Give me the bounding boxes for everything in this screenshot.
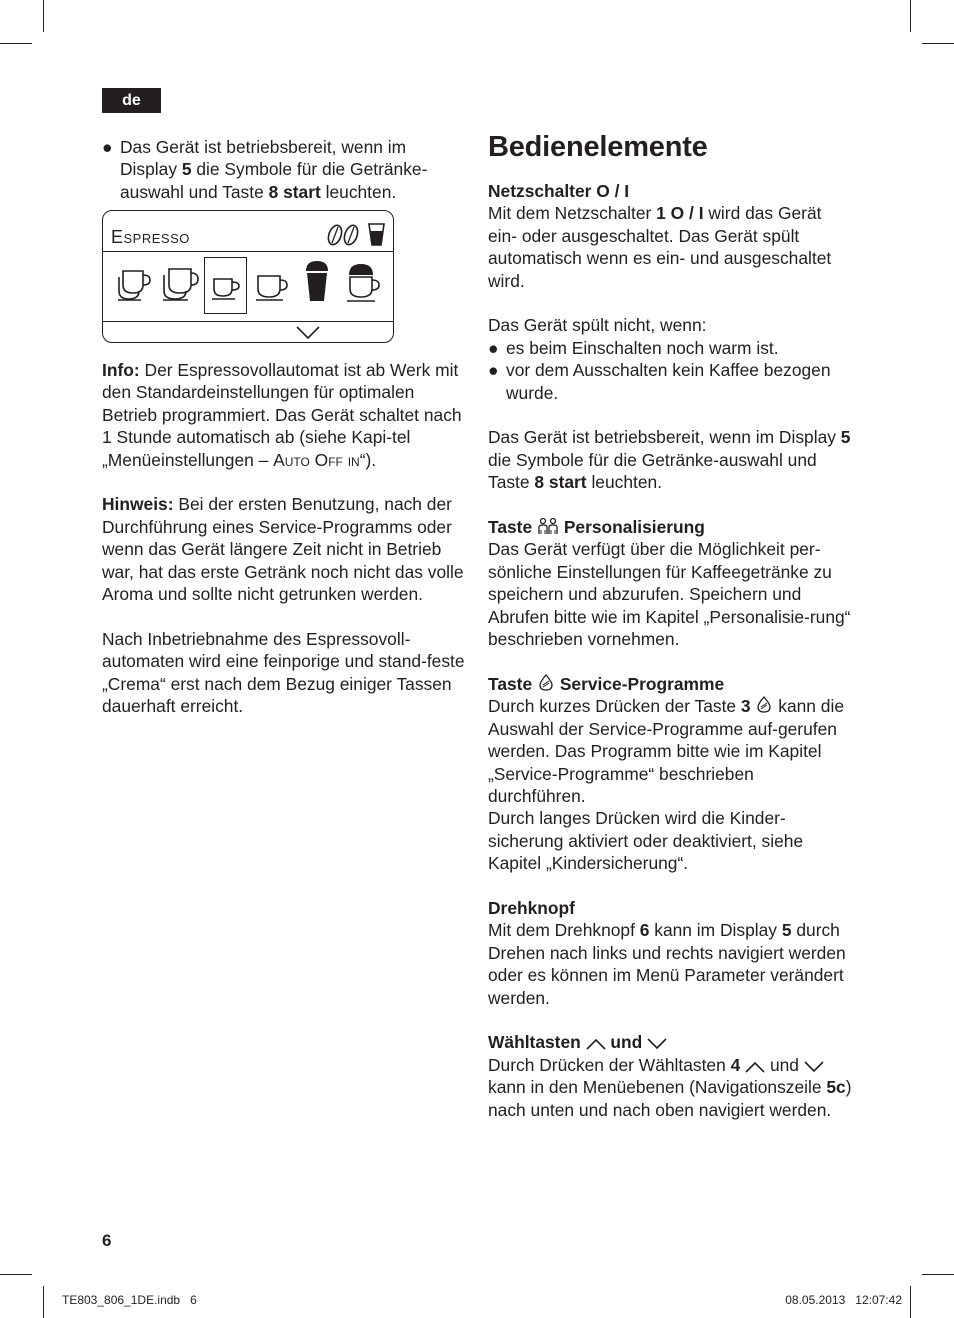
left-intro: [102, 136, 462, 203]
strength-beans-icon: [325, 221, 389, 249]
service-drop-icon: [537, 674, 555, 692]
info-paragraph: Info: Der Espressovollautomat ist ab Werk mit den Standardeinstellungen für optimalen Betrieb programmiert. Das Gerät schaltet nach 1 Stunde automatisch ab (siehe Kapi-tel „Menüeinstellungen – Auto Off in“).: [102, 360, 462, 470]
personalisierung-text: Das Gerät verfügt über die Möglichkeit per-sönliche Einstellungen für Kaffeegetränke zu speichern und abzurufen. Speichern und Abrufen bitte wie im Kapitel „Personalisie-rung“ beschrieben vornehmen.: [488, 539, 851, 650]
page-number: 6: [102, 1231, 112, 1250]
personalization-icon: [537, 517, 559, 535]
spuelt-bullet-2: ● vor dem Ausschalten kein Kaffee bezogen wurde.: [488, 360, 831, 403]
chevron-down-icon: [296, 326, 320, 340]
espresso-display-illustration: [102, 210, 394, 343]
cappuccino-icon: [345, 261, 385, 305]
display-nav-line: [103, 321, 393, 322]
double-espresso-icon: [117, 263, 153, 303]
coffee-cup-icon: [255, 271, 291, 305]
waehltasten-text: Durch Drücken der Wähltasten 4 und kann in den Menüebenen (Navigationszeile 5c) nach unten und nach oben navigiert werden.: [488, 1054, 852, 1120]
footer-file: TE803_806_1DE.indb 6: [62, 1293, 197, 1307]
drehknopf-text: Mit dem Drehknopf 6 kann im Display 5 durch Drehen nach links und rechts navigiert werden oder es können im Menü Parameter verändert werden.: [488, 920, 846, 1008]
spuelt-intro: Das Gerät spült nicht, wenn:: [488, 315, 707, 336]
crop-mark: [922, 1274, 954, 1275]
netzschalter-text: Mit dem Netzschalter 1 O / I wird das Gerät ein- oder ausgeschaltet. Das Gerät spült automatisch wenn es ein- und ausgeschaltet wird.: [488, 203, 832, 291]
netzschalter-heading: Netzschalter O / I: [488, 181, 630, 201]
service-text-2: Durch langes Drücken wird die Kinder-sicherung aktiviert oder deaktiviert, siehe Kapitel „Kindersicherung“.: [488, 808, 804, 874]
service-drop-icon: [755, 696, 773, 714]
display-title: Espresso: [111, 227, 190, 247]
footer-date: 08.05.2013 12:07:42: [785, 1293, 902, 1307]
bereit-paragraph: Das Gerät ist betriebsbereit, wenn im Display 5 die Symbole für die Getränke-auswahl und Taste 8 start leuchten.: [488, 427, 851, 493]
spuelt-bullet-1: ● es beim Einschalten noch warm ist.: [488, 337, 779, 358]
bullet-dot: ●: [488, 360, 499, 381]
drehknopf-heading: Drehknopf: [488, 897, 575, 918]
section-title: Bedienelemente: [488, 131, 708, 163]
waehltasten-heading: Wähltasten und: [488, 1031, 854, 1053]
right-body: [488, 180, 854, 1121]
latte-glass-icon: [303, 259, 331, 305]
crop-mark: [910, 1286, 911, 1318]
crop-mark: [0, 43, 32, 44]
crop-mark: [922, 43, 954, 44]
espresso-cup-icon: [211, 273, 243, 303]
service-text-1: Durch kurzes Drücken der Taste 3 kann die Auswahl der Service-Programme auf-gerufen werden. Das Programm bitte wie im Kapitel „Service-Programme“ beschrieben durchführen.: [488, 696, 845, 806]
crema-paragraph: Nach Inbetriebnahme des Espressovoll-automaten wird eine feinporige und stand-feste „Crema“ erst nach dem Bezug einiger Tassen dauerhaft erreicht.: [102, 628, 465, 717]
chevron-down-icon: [647, 1038, 667, 1050]
hinweis-paragraph: Hinweis: Bei der ersten Benutzung, nach der Durchführung eines Service-Programms oder wenn das Gerät längere Zeit nicht in Betrieb war, hat das erste Getränk noch nicht das volle Aroma und sollte nicht getrunken werden.: [102, 494, 464, 605]
personalisierung-heading: Taste Personalisierung: [488, 517, 705, 538]
bullet-dot: ●: [102, 137, 113, 157]
display-divider: [103, 251, 393, 252]
crop-mark: [43, 0, 44, 32]
left-body: [102, 359, 466, 717]
intro-bullet-item: ● Das Gerät ist betriebsbereit, wenn im Display 5 die Symbole für die Getränke-auswahl und Taste 8 start leuchten.: [102, 137, 428, 202]
crop-mark: [43, 1286, 44, 1318]
crop-mark: [910, 0, 911, 32]
crop-mark: [0, 1274, 32, 1275]
chevron-up-icon: [586, 1038, 606, 1050]
language-tab: de: [102, 88, 161, 113]
chevron-down-icon: [804, 1061, 824, 1073]
double-coffee-icon: [161, 263, 199, 303]
service-heading: Taste Service-Programme: [488, 673, 725, 694]
chevron-up-icon: [745, 1061, 765, 1073]
bullet-dot: ●: [488, 337, 499, 358]
